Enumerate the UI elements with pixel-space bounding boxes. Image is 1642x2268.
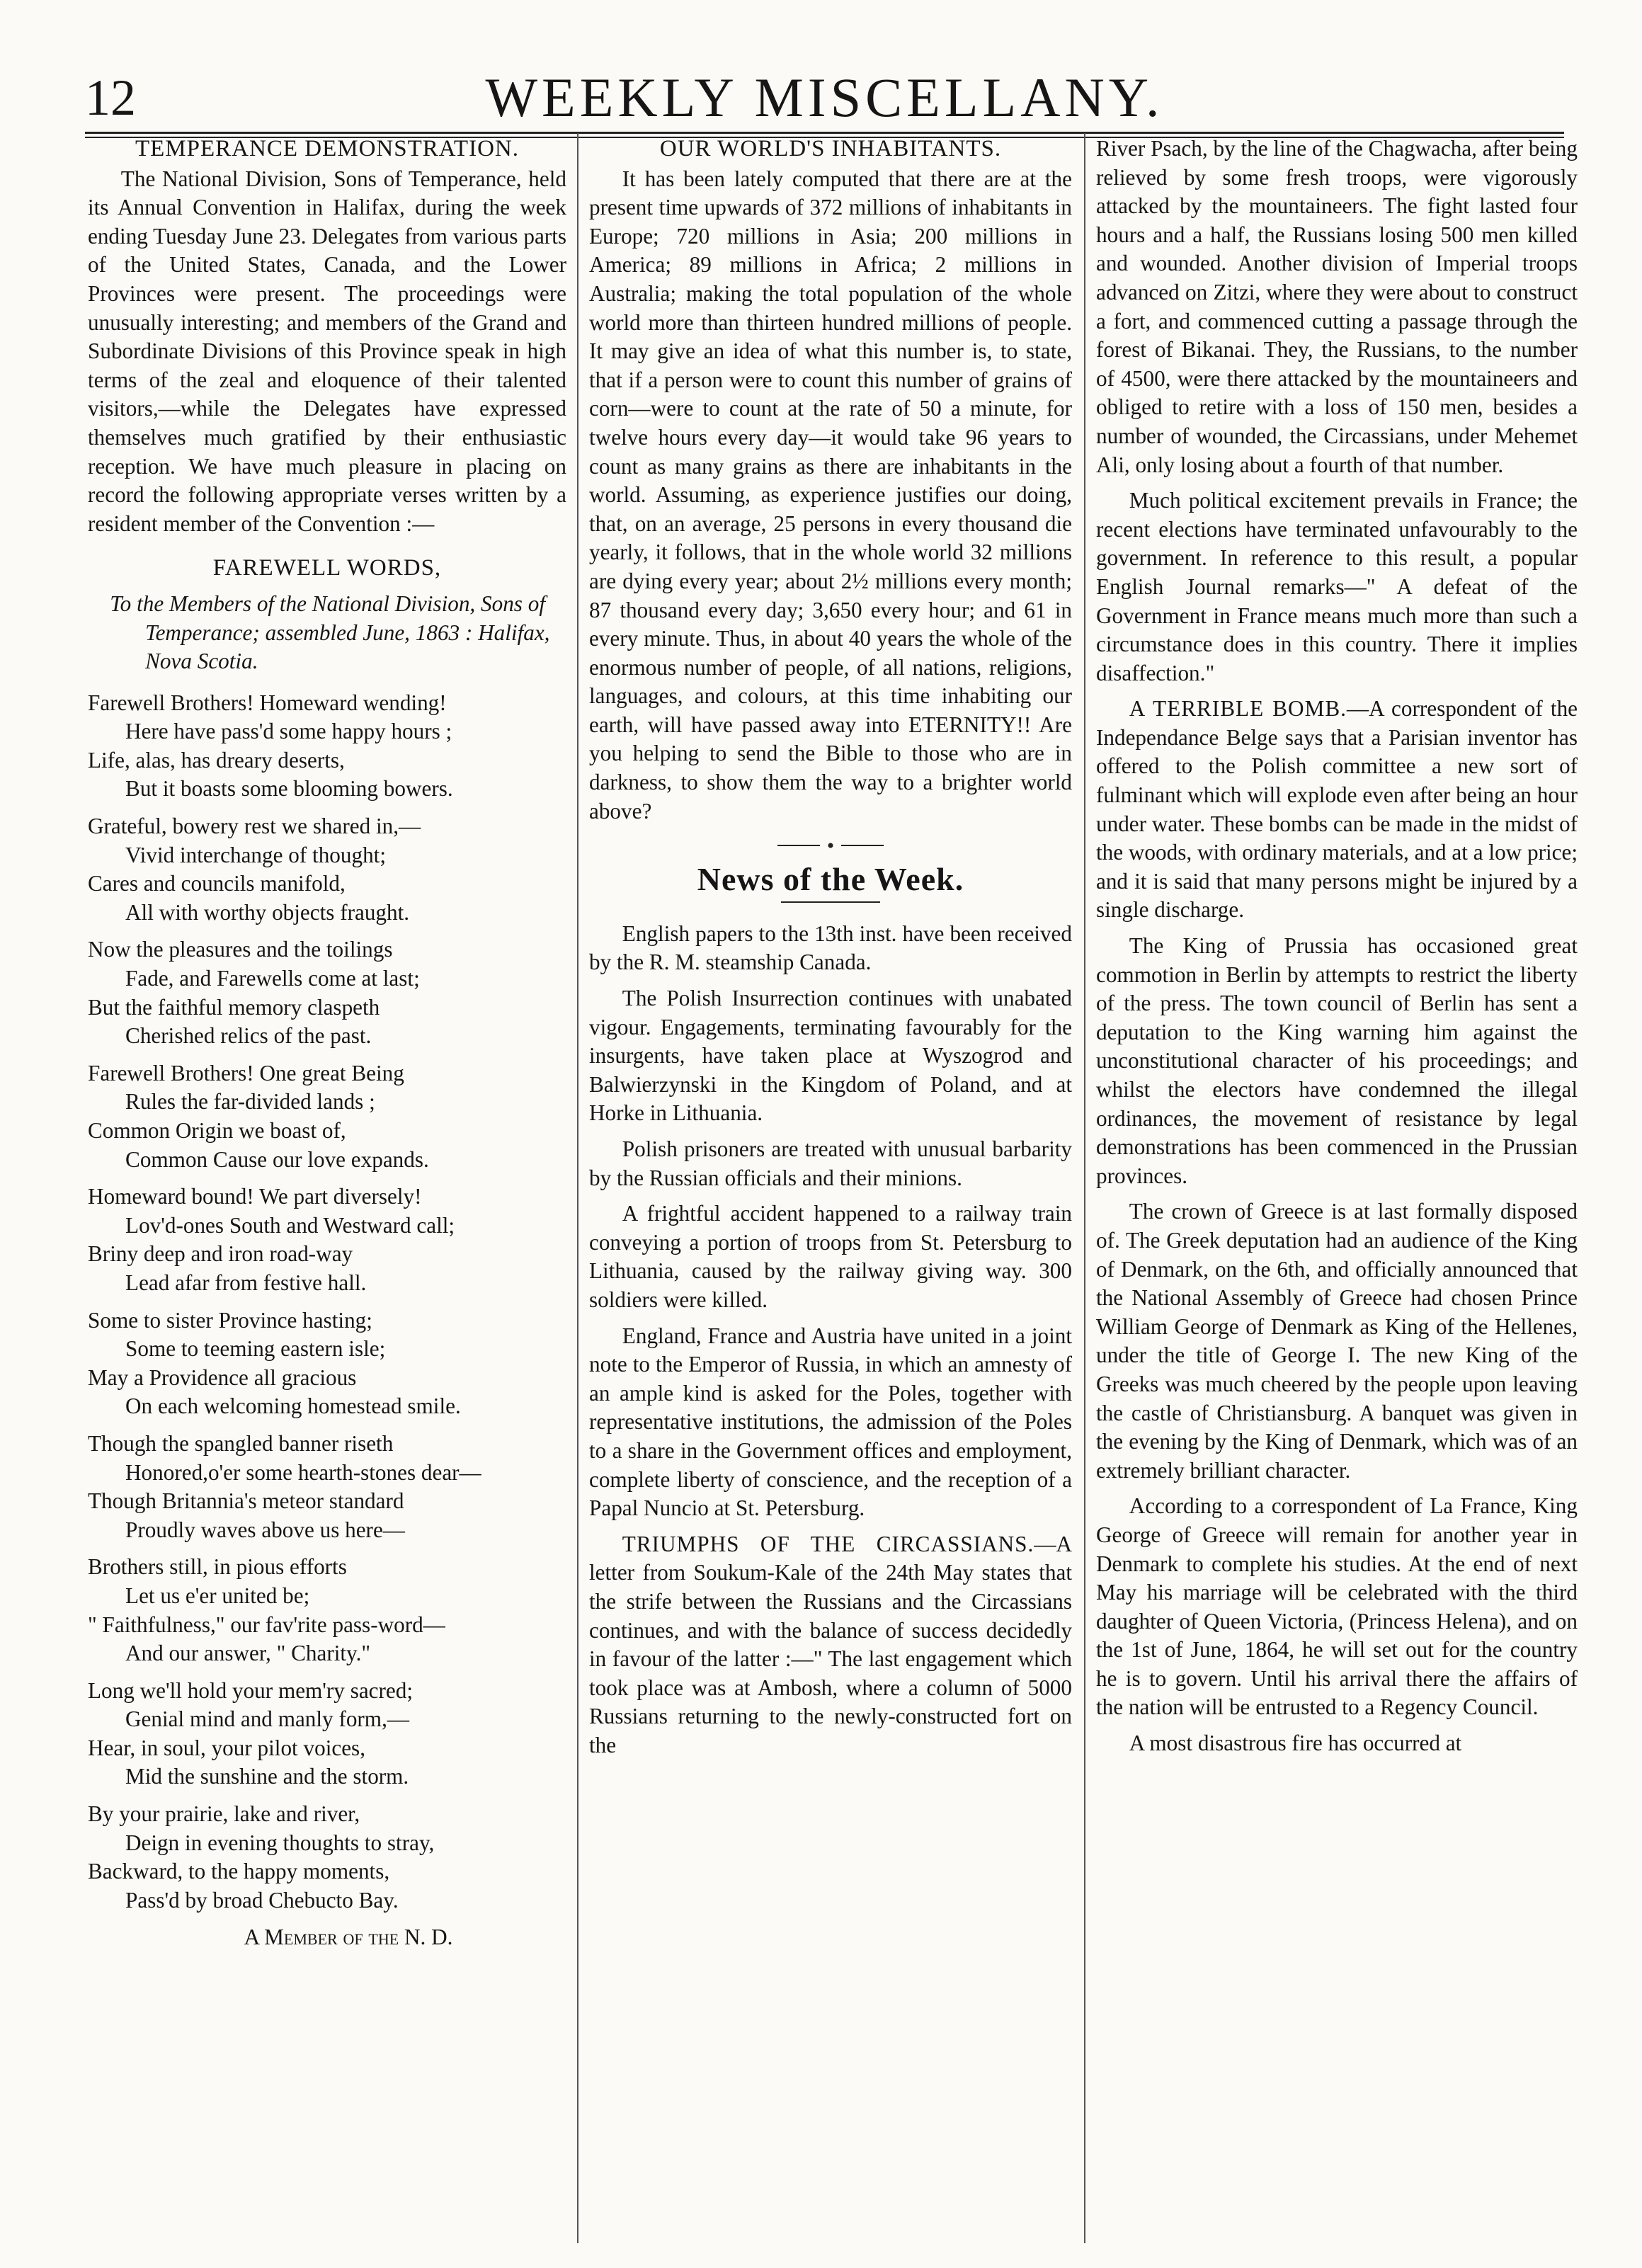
poem xyxy=(88,689,566,1915)
separator-ornament-icon xyxy=(777,841,884,850)
verse-line: By your prairie, lake and river, xyxy=(88,1801,360,1827)
verse-line: Rules the far-divided lands ; xyxy=(125,1089,375,1115)
column-1 xyxy=(88,135,566,1952)
france-paragraph: Much political excitement prevails in France; the recent elections have terminated unfavourably to the government. In reference to this result, a popular English Journal remarks—" A defeat of the Government in France means much more than such a circumstance does in this country. There it implies disaffection." xyxy=(1096,488,1578,685)
verse-line: But the faithful memory claspeth xyxy=(88,994,380,1020)
verse-line: Grateful, bowery rest we shared in,— xyxy=(88,814,421,839)
poem-stanza xyxy=(88,1553,566,1668)
column-divider-2 xyxy=(1084,133,1085,2243)
page-number: 12 xyxy=(85,69,136,126)
news-paragraph: Polish prisoners are treated with unusual barbarity by the Russian officials and their minions. xyxy=(589,1136,1072,1190)
circassians-article xyxy=(589,1530,1072,1760)
circassians-text: —A letter from Soukum-Kale of the 24th May states that the strife between the Russians and the Circassians continues, and with the balance of success decidedly in favour of the latter :—" The last engagement which took place was at Ambosh, where a column of 5000 Russians returning to the newly-constructed fort on the xyxy=(589,1531,1072,1757)
verse-line: Long we'll hold your mem'ry sacred; xyxy=(88,1677,414,1703)
verse-line: Some to sister Province hasting; xyxy=(88,1307,372,1333)
news-paragraph: The Polish Insurrection continues with unabated vigour. Engagements, terminating favourably for the insurgents, have taken place at Wyszogrod and Balwierzynski in the Kingdom of Poland, and at Horke in Lithuania. xyxy=(589,986,1072,1126)
poem-signature: A Member of the N. D. xyxy=(244,1925,453,1950)
poem-title: FAREWELL WORDS, xyxy=(212,555,442,581)
bomb-article xyxy=(1096,695,1578,925)
column-3 xyxy=(1096,135,1578,1765)
news-heading: News of the Week. xyxy=(697,861,964,898)
circassians-lead: TRIUMPHS OF THE CIRCASSIANS. xyxy=(622,1531,1034,1556)
verse-line: Life, alas, has dreary deserts, xyxy=(88,747,345,773)
verse-line: " Faithfulness," our fav'rite pass-word— xyxy=(88,1612,445,1637)
verse-line: Deign in evening thoughts to stray, xyxy=(125,1830,435,1855)
verse-line: Backward, to the happy moments, xyxy=(88,1859,390,1884)
prussia-paragraph: The King of Prussia has occasioned great commotion in Berlin by attempts to restrict the liberty of the press. The town council of Berlin has sent a deputation to the King warning him against the unconstitutional character of his proceedings; and whilst the electors have condemned the illegal ordinances, the movement of resistance by legal demonstrations has been commenced in the Prussian provinces. xyxy=(1096,933,1578,1188)
poem-stanza xyxy=(88,1183,566,1297)
verse-line: Hear, in soul, your pilot voices, xyxy=(88,1735,365,1760)
temperance-article: The National Division, Sons of Temperance, held its Annual Convention in Halifax, during the week ending Tuesday June 23. Delegates from various parts of the United States, Canada, and the Lower Provinces were present. The proceedings were unusually interesting; and members of the Grand and Subordinate Divisions of this Province speak in high terms of the zeal and eloquence of their talented visitors,—while the Delegates have expressed themselves much gratified by their enthusiastic reception. We have much pleasure in placing on record the following appropriate verses written by a resident member of the Convention :— xyxy=(88,166,566,536)
la-france-paragraph: According to a correspondent of La France, King George of Greece will remain for another year in Denmark to complete his studies. At the end of next May his marriage will be celebrated with the third daughter of Queen Victoria, (Princess Helena), and on the 1st of June, 1864, he will set out for the country he is to govern. Until his arrival there the affairs of the nation will be entrusted to a Regency Council. xyxy=(1096,1493,1578,1720)
masthead-rule-top xyxy=(85,132,1564,134)
verse-line: Honored,o'er some hearth-stones dear— xyxy=(125,1459,481,1485)
verse-line: Farewell Brothers! Homeward wending! xyxy=(88,690,447,715)
verse-line: Cares and councils manifold, xyxy=(88,871,346,896)
verse-line: Briny deep and iron road-way xyxy=(88,1241,353,1267)
verse-line: Here have pass'd some happy hours ; xyxy=(125,719,452,744)
bomb-lead: A TERRIBLE BOMB. xyxy=(1129,696,1347,722)
poem-stanza xyxy=(88,1306,566,1421)
verse-line: Common Cause our love expands. xyxy=(125,1146,429,1172)
verse-line: Brothers still, in pious efforts xyxy=(88,1554,347,1580)
section-separator xyxy=(589,841,1072,850)
news-paragraph: England, France and Austria have united in a joint note to the Emperor of Russia, in which an amnesty of an ample kind is asked for the Poles, together with representative institutions, the admission of the Poles to a share in the Government offices and employment, complete liberty of conscience, and the reception of a Papal Nuncio at St. Petersburg. xyxy=(589,1323,1072,1521)
verse-line: Genial mind and manly form,— xyxy=(125,1706,410,1732)
poem-stanza xyxy=(88,1677,566,1791)
publication-title: WEEKLY MISCELLANY. xyxy=(485,67,1164,128)
inhabitants-heading: OUR WORLD'S INHABITANTS. xyxy=(659,136,1002,161)
verse-line: Cherished relics of the past. xyxy=(125,1023,372,1049)
verse-line: Common Origin we boast of, xyxy=(88,1118,346,1143)
poem-stanza xyxy=(88,1059,566,1174)
poem-stanza xyxy=(88,1800,566,1915)
poem-stanza xyxy=(88,689,566,804)
verse-line: Though the spangled banner riseth xyxy=(88,1430,394,1456)
verse-line: Let us e'er united be; xyxy=(125,1583,310,1608)
verse-line: Pass'd by broad Chebucto Bay. xyxy=(125,1887,399,1913)
verse-line: Fade, and Farewells come at last; xyxy=(125,966,420,991)
verse-line: May a Providence all gracious xyxy=(88,1364,357,1390)
verse-line: Lov'd-ones South and Westward call; xyxy=(125,1212,455,1238)
verse-line: Vivid interchange of thought; xyxy=(125,842,386,867)
verse-line: Mid the sunshine and the storm. xyxy=(125,1764,409,1789)
verse-line: Farewell Brothers! One great Being xyxy=(88,1060,404,1085)
verse-line: Though Britannia's meteor standard xyxy=(88,1488,404,1514)
news-paragraph: A frightful accident happened to a railway train conveying a portion of troops from St. Petersburg to Lithuania, caused by the railway giving way. 300 soldiers were killed. xyxy=(589,1201,1072,1312)
verse-line: All with worthy objects fraught. xyxy=(125,899,410,925)
verse-line: But it boasts some blooming bowers. xyxy=(125,776,453,802)
verse-line: Proudly waves above us here— xyxy=(125,1517,405,1542)
fire-paragraph: A most disastrous fire has occurred at xyxy=(1129,1731,1462,1756)
verse-line: Some to teeming eastern isle; xyxy=(125,1336,386,1362)
news-paragraph: English papers to the 13th inst. have been received by the R. M. steamship Canada. xyxy=(589,921,1072,975)
column-divider-1 xyxy=(577,133,578,2243)
news-rule xyxy=(781,901,880,903)
verse-line: And our answer, " Charity." xyxy=(125,1641,371,1666)
circassians-continuation: River Psach, by the line of the Chagwacha, after being relieved by some fresh troops, were vigorously attacked by the mountaineers. The fight lasted four hours and a half, the Russians losing 500 men killed and wounded. Another division of Imperial troops advanced on Zitzi, where they were about to construct a fort, and commenced cutting a passage through the forest of Bikanai. They, the Russians, to the number of 4500, were there attacked by the mountaineers and obliged to retire with a loss of 150 men, besides a number of wounded, the Circassians, under Mehemet Ali, only losing about a fourth of that number. xyxy=(1096,136,1578,477)
column-2 xyxy=(589,135,1072,1767)
masthead xyxy=(85,65,1564,130)
verse-line: On each welcoming homestead smile. xyxy=(125,1394,461,1419)
poem-stanza xyxy=(88,935,566,1050)
verse-line: Lead afar from festive hall. xyxy=(125,1270,367,1295)
verse-line: Now the pleasures and the toilings xyxy=(88,937,393,962)
poem-dedication: To the Members of the National Division, Sons of Temperance; assembled June, 1863 : Halifax, Nova Scotia. xyxy=(110,591,550,674)
verse-line: Homeward bound! We part diversely! xyxy=(88,1184,422,1209)
temperance-heading: TEMPERANCE DEMONSTRATION. xyxy=(135,136,519,161)
bomb-text: —A correspondent of the Independance Belge says that a Parisian inventor has offered to the Polish committee a new sort of fulminant which will explode even after being an hour under water. These bombs can be made in the midst of the woods, with ordinary materials, and at a low price; and it is said that many persons might be injured by a single discharge. xyxy=(1096,696,1578,923)
poem-stanza xyxy=(88,812,566,927)
greece-paragraph: The crown of Greece is at last formally disposed of. The Greek deputation had an audience of the King of Denmark, on the 6th, and officially announced that the National Assembly of Greece had chosen Prince William George of Denmark as King of the Hellenes, under the title of George I. The new King of the Greeks was much cheered by the people upon leaving the castle of Christiansburg. A banquet was given in the evening by the King of Denmark, which was of an extremely brilliant character. xyxy=(1096,1199,1578,1483)
inhabitants-article: It has been lately computed that there are at the present time upwards of 372 millions of inhabitants in Europe; 720 millions in Asia; 200 millions in America; 89 millions in Africa; 2 millions in Australia; making the total population of the whole world more than thirteen hundred millions of people. It may give an idea of what this number is, to state, that if a person were to count this number of grains of corn—were to count at the rate of 50 a minute, for twelve hours every day—it would take 96 years to count as many grains as there are inhabitants in the world. Assuming, as experience justifies our doing, that, on an average, 25 persons in every thousand die yearly, it follows, that in the whole world 32 millions are dying every year; about 2½ millions every month; 87 thousand every day; 3,650 every hour; and 61 in every minute. Thus, in about 40 years the whole of the enormous number of people, of all nations, religions, languages, and colours, at this time inhabiting our earth, will have passed away into ETERNITY!! Are you helping to send the Bible to those who are in darkness, to show them the way to a brighter world above? xyxy=(589,166,1072,824)
poem-stanza xyxy=(88,1430,566,1544)
